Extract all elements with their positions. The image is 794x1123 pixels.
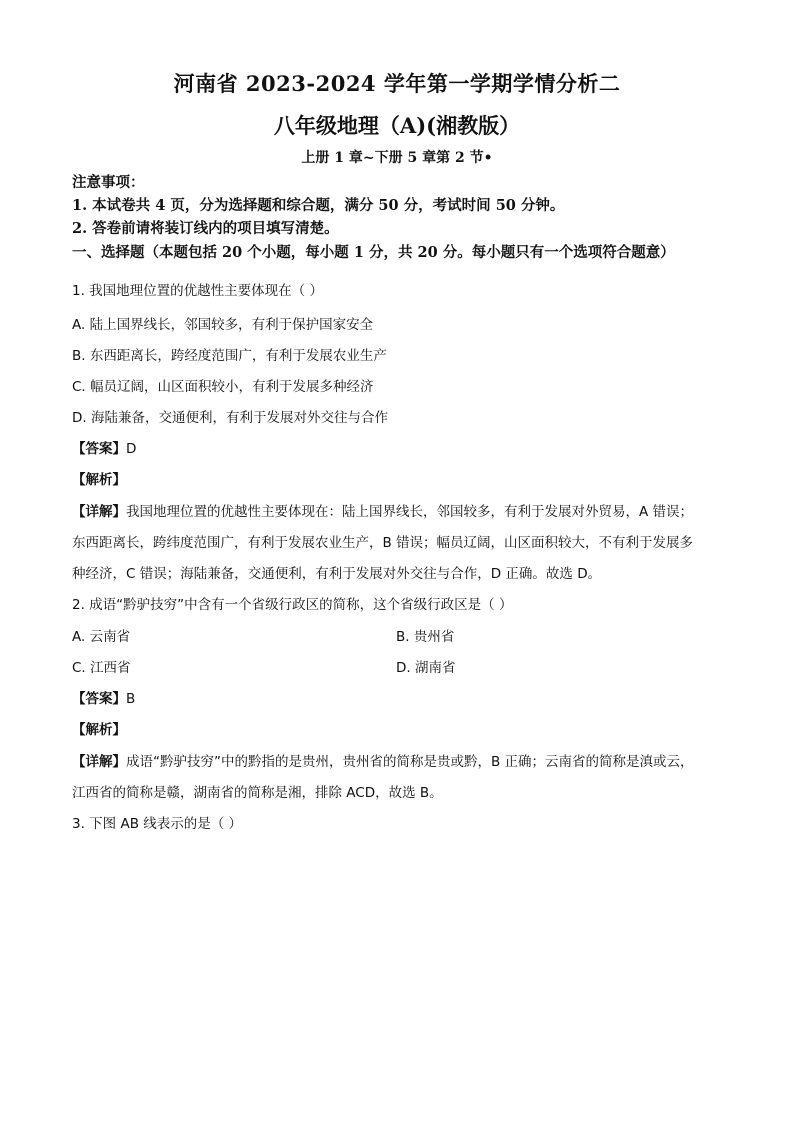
analysis-label: 【解析】 [72, 472, 126, 488]
analysis-label: 【解析】 [72, 722, 126, 738]
notice-item-1: 1. 本试卷共 4 页，分为选择题和综合题，满分 50 分，考试时间 50 分钟。 [72, 197, 565, 214]
detail-text: 成语“黔驴技穷”中的黔指的是贵州，贵州省的简称是贵或黔，B 正确；云南省的简称是滇或云， [126, 754, 694, 770]
question-2-option-c: C. 江西省 [72, 660, 131, 676]
answer-label: 【答案】 [72, 691, 126, 707]
page-subtitle: 八年级地理（A)(湘教版） [273, 113, 521, 138]
question-1-detail-line-1 [72, 502, 732, 522]
question-2-option-d: D. 湖南省 [396, 660, 456, 676]
question-1-stem: 1. 我国地理位置的优越性主要体现在（ ） [72, 283, 323, 299]
question-2-stem: 2. 成语“黔驴技穷”中含有一个省级行政区的简称，这个省级行政区是（ ） [72, 597, 513, 613]
question-2-option-a: A. 云南省 [72, 629, 131, 645]
question-3-stem: 3. 下图 AB 线表示的是（ ） [72, 816, 243, 832]
question-1-option-d: D. 海陆兼备，交通便利，有利于发展对外交往与合作 [72, 410, 388, 426]
question-2-detail-line-2: 江西省的简称是赣，湖南省的简称是湘，排除 ACD，故选 B。 [72, 785, 443, 801]
page-title: 河南省 2023-2024 学年第一学期学情分析二 [173, 71, 621, 96]
question-1-analysis-label [72, 470, 732, 490]
detail-label: 【详解】 [72, 504, 126, 520]
question-1-option-c: C. 幅员辽阔，山区面积较小，有利于发展多种经济 [72, 379, 374, 395]
answer-label: 【答案】 [72, 441, 126, 457]
question-1-option-b: B. 东西距离长，跨经度范围广，有利于发展农业生产 [72, 348, 387, 364]
question-1-detail-line-3: 种经济，C 错误；海陆兼备，交通便利，有利于发展对外交往与合作，D 正确。故选 D。 [72, 566, 602, 582]
answer-value: B [126, 691, 136, 707]
question-2-detail-line-1 [72, 752, 732, 772]
detail-label: 【详解】 [72, 754, 126, 770]
question-2-option-b: B. 贵州省 [396, 629, 455, 645]
section-heading-choice: 一、选择题（本题包括 20 个小题，每小题 1 分，共 20 分。每小题只有一个选项符合题意） [72, 244, 675, 261]
detail-text: 我国地理位置的优越性主要体现在：陆上国界线长，邻国较多，有利于发展对外贸易，A 错误； [126, 504, 694, 520]
question-1-option-a: A. 陆上国界线长，邻国较多，有利于保护国家安全 [72, 317, 374, 333]
question-1-detail-line-2: 东西距离长，跨纬度范围广，有利于发展农业生产，B 错误；幅员辽阔，山区面积较大，不有利于发展多 [72, 535, 694, 551]
answer-value: D [126, 441, 137, 457]
chapter-scope: 上册 1 章~下册 5 章第 2 节• [301, 150, 493, 166]
question-2-analysis-label [72, 720, 732, 740]
question-1-answer [72, 439, 732, 459]
notice-item-2: 2. 答卷前请将装订线内的项目填写清楚。 [72, 220, 339, 237]
question-2-answer [72, 689, 732, 709]
notice-heading: 注意事项： [72, 174, 145, 191]
